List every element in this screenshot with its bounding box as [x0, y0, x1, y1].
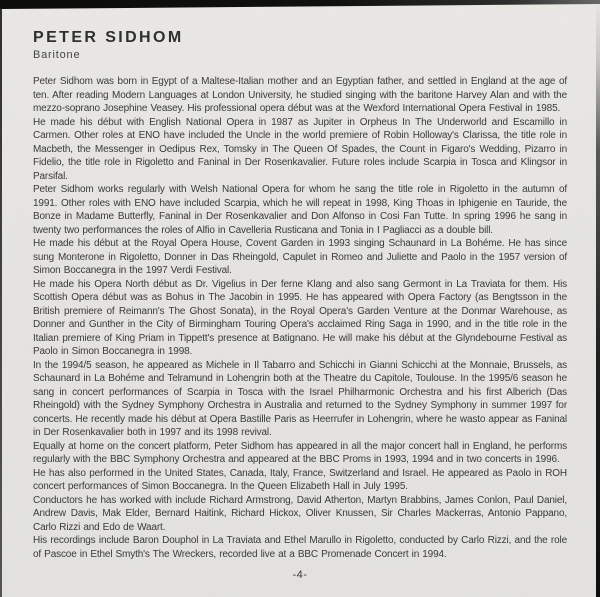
artist-voice-type: Baritone	[33, 49, 81, 61]
artist-name: PETER SIDHOM	[33, 29, 184, 46]
biography-paragraph: He has also performed in the United States, Canada, Italy, France, Switzerland and Israel. He appeared as Paolo in ROH concert performances of Simon Boccanegra. In the Queen Elizabeth Hall in July 1995.	[33, 467, 567, 492]
page-number: -4-	[292, 569, 308, 581]
biography-paragraph: He made his Opera North début as Dr. Vigelius in Der ferne Klang and also sang Germont in La Traviata for them. His Scottish Opera début was as Bohus in The Jacobin in 1995. He has appeared with Opera Factory (as Bengtsson in the British premiere of Reimann's The Ghost Sonata), in the Royal Opera's Garden Venture at the Donmar Warehouse, as Donner and Gunther in the City of Birmingham Touring Opera's acclaimed Ring Saga in 1990, and in the title role in the Italian premiere of King Priam in Tippett's presence at Batignano. He will make his début at the Glyndebourne Festival as Paolo in Simon Boccanegra in 1998.	[33, 278, 567, 357]
biography-paragraph: In the 1994/5 season, he appeared as Michele in Il Tabarro and Schicchi in Gianni Schicchi at the Monnaie, Brussels, as Schaunard in La Bohéme and Telramund in Lohengrin both at the Theatre du Capitole, Toulouse. In the 1995/6 season he sang in concert performances of Scarpia in Tosca with the Israel Philharmonic Orchestra and his first Alberich (Das Rheingold) with the Sydney Symphony Orchestra in Australia and returned to the Sydney Symphony in summer 1997 for concerts. He recently made his début at Opera Bastille Paris as Heerrufer in Lohengrin, where he wasto appear as Faninal in Der Rosenkavalier both in 1997 and its 1998 revival.	[33, 359, 567, 438]
biography-paragraph: He made his début with English National Opera in 1987 as Jupiter in Orpheus In The Underworld and Escamillo in Carmen. Other roles at ENO have included the Uncle in the world premiere of Robin Holloway's Clarissa, the title role in Macbeth, the Messenger in Oedipus Rex, Tomsky in The Queen Of Spades, the Count in Figaro's Wedding, Pizarro in Fidelio, the title role in Rigoletto and Faninal in Der Rosenkavalier. Future roles include Scarpia in Tosca and Klingsor in Parsifal.	[33, 116, 567, 182]
biography-paragraph: Conductors he has worked with include Richard Armstrong, David Atherton, Martyn Brabbins, James Conlon, Paul Daniel, Andrew Davis, Mak Elder, Bernard Haitink, Richard Hickox, Oliver Knussen, Sir Charles Mackerras, Antonio Pappano, Carlo Rizzi and Edo de Waart.	[33, 494, 567, 533]
biography-paragraph: Equally at home on the concert platform, Peter Sidhom has appeared in all the major concert hall in England, he performs regularly with the BBC Symphony Orchestra and appeared at the BBC Proms in 1993, 1994 and in two concerts in 1996.	[33, 440, 567, 465]
biography-text	[33, 75, 567, 561]
biography-paragraph: His recordings include Baron Douphol in La Traviata and Ethel Marullo in Rigoletto, conducted by Carlo Rizzi, and the role of Pascoe in Ethel Smyth's The Wreckers, recorded live at a BBC Promenade Concert in 1994.	[33, 535, 567, 560]
scan-right-edge	[596, 0, 600, 597]
biography-paragraph: Peter Sidhom works regularly with Welsh National Opera for whom he sang the title role in Rigoletto in the autumn of 1991. Other roles with ENO have included Scarpia, which he will repeat in 1998, King Thoas in Iphigenie en Tauride, the Bonze in Madame Butterfly, Faninal in Der Rosenkavalier and Don Alfonso in Cosi Fan Tutte. In spring 1996 he sang in twenty two performances the roles of Alfio in Cavelleria Rusticana and Tonia in I Pagliacci as a double bill.	[33, 184, 567, 236]
biography-paragraph: Peter Sidhom was born in Egypt of a Maltese-Italian mother and an Egyptian father, and settled in England at the age of ten. After reading Modern Languages at London University, he studied singing with the baritone Harvey Alan and with the mezzo-soprano Josephine Veasey. His professional opera début was at the Wexford International Opera Festival in 1985.	[33, 76, 567, 114]
scan-left-edge	[0, 4, 2, 597]
page-footer	[0, 565, 600, 583]
biography-paragraph: He made his début at the Royal Opera House, Covent Garden in 1993 singing Schaunard in La Bohéme. He has since sung Monterone in Rigoletto, Donner in Das Rheingold, Capulet in Romeo and Juliette and Paolo in the 1957 version of Simon Boccanegra in the 1997 Verdi Festival.	[33, 238, 567, 276]
